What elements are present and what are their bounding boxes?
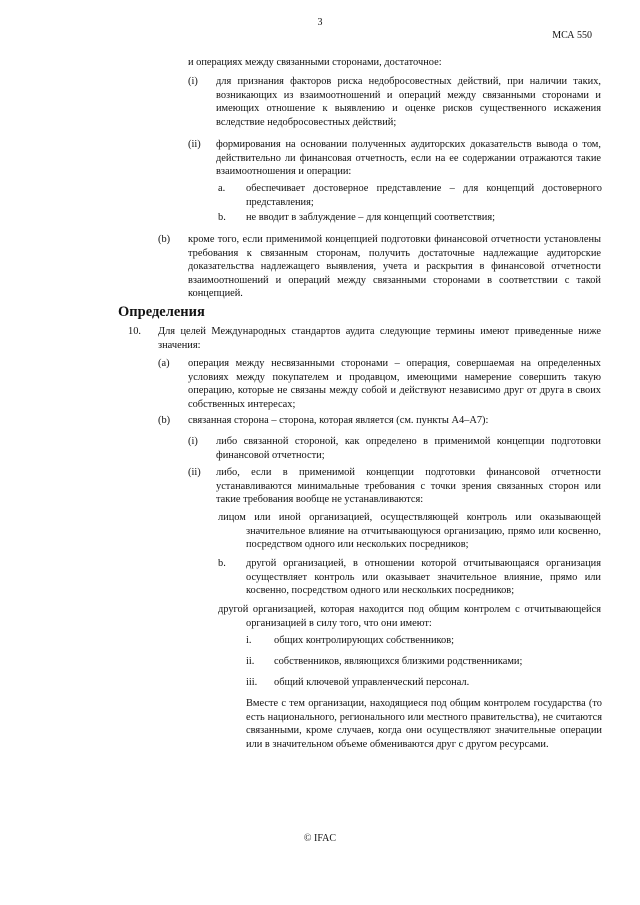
roman-item-text: собственников, являющихся близкими родственниками; xyxy=(274,656,523,667)
list-marker: (ii) xyxy=(188,139,201,150)
standard-code: МСА 550 xyxy=(552,30,592,41)
sublist-item-text: другой организацией, в отношении которой отчитывающаяся организация осуществляет контроль или оказывает значительное влияние, прямо или косвенно, посредством одного или нескольких посредников; xyxy=(246,558,601,597)
roman-item-text: общих контролирующих собственников; xyxy=(274,635,455,646)
sublist-item-text xyxy=(218,511,601,552)
paragraph-text: кроме того, если применимой концепцией подготовки финансовой отчетности установлены требования к связанным сторонам, получить достаточные надлежащие аудиторские доказательства надлежащего выявления, учета и раскрытия в финансовой отчетности взаимоотношений и операций между связанными сторонами в соответствии с такой концепцией. xyxy=(188,234,601,300)
intro-line: и операциях между связанными сторонами, достаточное: xyxy=(188,57,442,68)
roman-item-text: общий ключевой управленческий персонал. xyxy=(274,677,470,688)
definition-text: связанная сторона – сторона, которая является (см. пункты A4–A7): xyxy=(188,415,489,426)
paragraph-marker: (b) xyxy=(158,234,171,245)
list-item-text: либо связанной стороной, как определено в применимой концепции подготовки финансовой отчетности; xyxy=(216,436,601,461)
closing-paragraph: Вместе с тем организации, находящиеся под общим контролем государства (то есть национального, регионального или местного правительства), не считаются связанными, кроме случаев, когда они осуществляют значительные операции или в значительном объеме обмениваются друг с другом ресурсами. xyxy=(246,698,602,750)
sublist-item-text: обеспечивает достоверное представление – для концепций достоверного представления; xyxy=(246,183,602,208)
list-marker: (i) xyxy=(188,436,198,447)
sublist-marker: a. xyxy=(218,183,226,194)
page-number: 3 xyxy=(317,17,323,28)
sublist-item-content: другой организацией, которая находится под общим контролем с отчитывающейся организацией в силу того, что они имеют: xyxy=(218,604,601,629)
sublist-marker: b. xyxy=(218,212,226,223)
paragraph-number: 10. xyxy=(128,326,141,337)
sublist-item-text xyxy=(218,603,601,630)
list-marker: (ii) xyxy=(188,467,201,478)
list-item-text: формирования на основании полученных аудиторских доказательств вывода о том, действительно ли финансовая отчетность, если на ее содержании отражаются такие взаимоотношения и операции: xyxy=(216,139,601,178)
roman-marker: ii. xyxy=(246,656,255,667)
sublist-item-text: не вводит в заблуждение – для концепций соответствия; xyxy=(246,212,496,223)
definition-text: операция между несвязанными сторонами – операция, совершаемая на определенных условиях между покупателем и продавцом, имеющими намерение совершить такую операцию, которые не связаны между собой и действуют независимо друг от друга в своих собственных интересах; xyxy=(188,358,601,410)
sublist-item-content: лицом или иной организацией, осуществляющей контроль или оказывающей значительное влияние на отчитывающуюся организацию, прямо или косвенно, посредством одного или нескольких посредников; xyxy=(218,512,601,551)
roman-marker: iii. xyxy=(246,677,258,688)
definition-marker: (b) xyxy=(158,415,171,426)
list-item-text: либо, если в применимой концепции подготовки финансовой отчетности устанавливаются минимальные требования с точки зрения связанных сторон или такие требования вообще не устанавливаются: xyxy=(216,467,601,506)
roman-marker: i. xyxy=(246,635,252,646)
section-heading: Определения xyxy=(118,304,205,320)
sublist-marker: b. xyxy=(218,558,226,569)
list-marker: (i) xyxy=(188,76,198,87)
footer-copyright: © IFAC xyxy=(303,833,337,844)
list-item-text: для признания факторов риска недобросовестных действий, при наличии таких, возникающих из взаимоотношений и операций между связанными сторонами и имеющих отношение к выявлению и оценке рисков существенного искажения вследствие недобросовестных действий; xyxy=(216,76,601,128)
paragraph-text: Для целей Международных стандартов аудита следующие термины имеют приведенные ниже значения: xyxy=(158,326,601,351)
definition-marker: (a) xyxy=(158,358,170,369)
